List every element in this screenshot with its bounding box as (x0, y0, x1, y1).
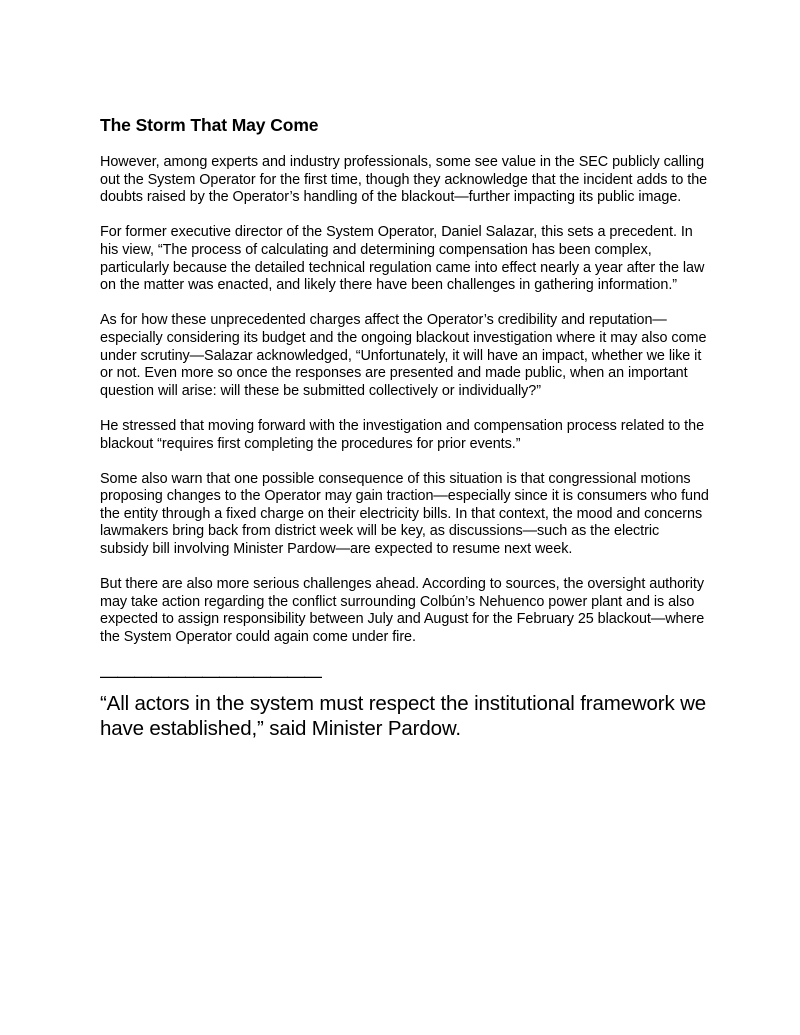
paragraph-6: But there are also more serious challenges ahead. According to sources, the oversight authority may take action regarding the conflict surrounding Colbún’s Nehuenco power plant and is also expected to assign responsibility between July and August for the February 25 blackout—where the System Operator could again come under fire. (100, 576, 705, 646)
article (100, 114, 710, 741)
paragraph-5: Some also warn that one possible consequence of this situation is that congressional motions proposing changes to the Operator may gain traction—especially since it is consumers who fund the entity through a fixed charge on their electricity bills. In that context, the mood and concerns lawmakers bring back from district week will be key, as discussions—such as the electric subsidy bill involving Minister Pardow—are expected to resume next week. (100, 470, 709, 558)
paragraph-3: As for how these unprecedented charges affect the Operator’s credibility and reputation—especially considering its budget and the ongoing blackout investigation where it may also come under scrutiny—Salazar acknowledged, “Unfortunately, it will have an impact, whether we like it or not. Even more so once the responses are presented and made public, when an important question will arise: will these be submitted collectively or individually?” (100, 312, 707, 399)
paragraph-1: However, among experts and industry professionals, some see value in the SEC publicly calling out the System Operator for the first time, though they acknowledge that the incident adds to the doubts raised by the Operator’s handling of the blackout—further impacting its public image. (100, 154, 708, 206)
section-divider: ————————————— (100, 665, 321, 686)
article-title: The Storm That May Come (100, 115, 319, 135)
paragraph-2: For former executive director of the System Operator, Daniel Salazar, this sets a precedent. In his view, “The process of calculating and determining compensation has been complex, particularly because the detailed technical regulation came into effect nearly a year after the law on the matter was enacted, and likely there have been challenges in gathering information.” (100, 224, 705, 294)
paragraph-4: He stressed that moving forward with the investigation and compensation process related to the blackout “requires first completing the procedures for prior events.” (100, 417, 705, 452)
pull-quote: “All actors in the system must respect the institutional framework we have established,” said Minister Pardow. (100, 691, 707, 740)
